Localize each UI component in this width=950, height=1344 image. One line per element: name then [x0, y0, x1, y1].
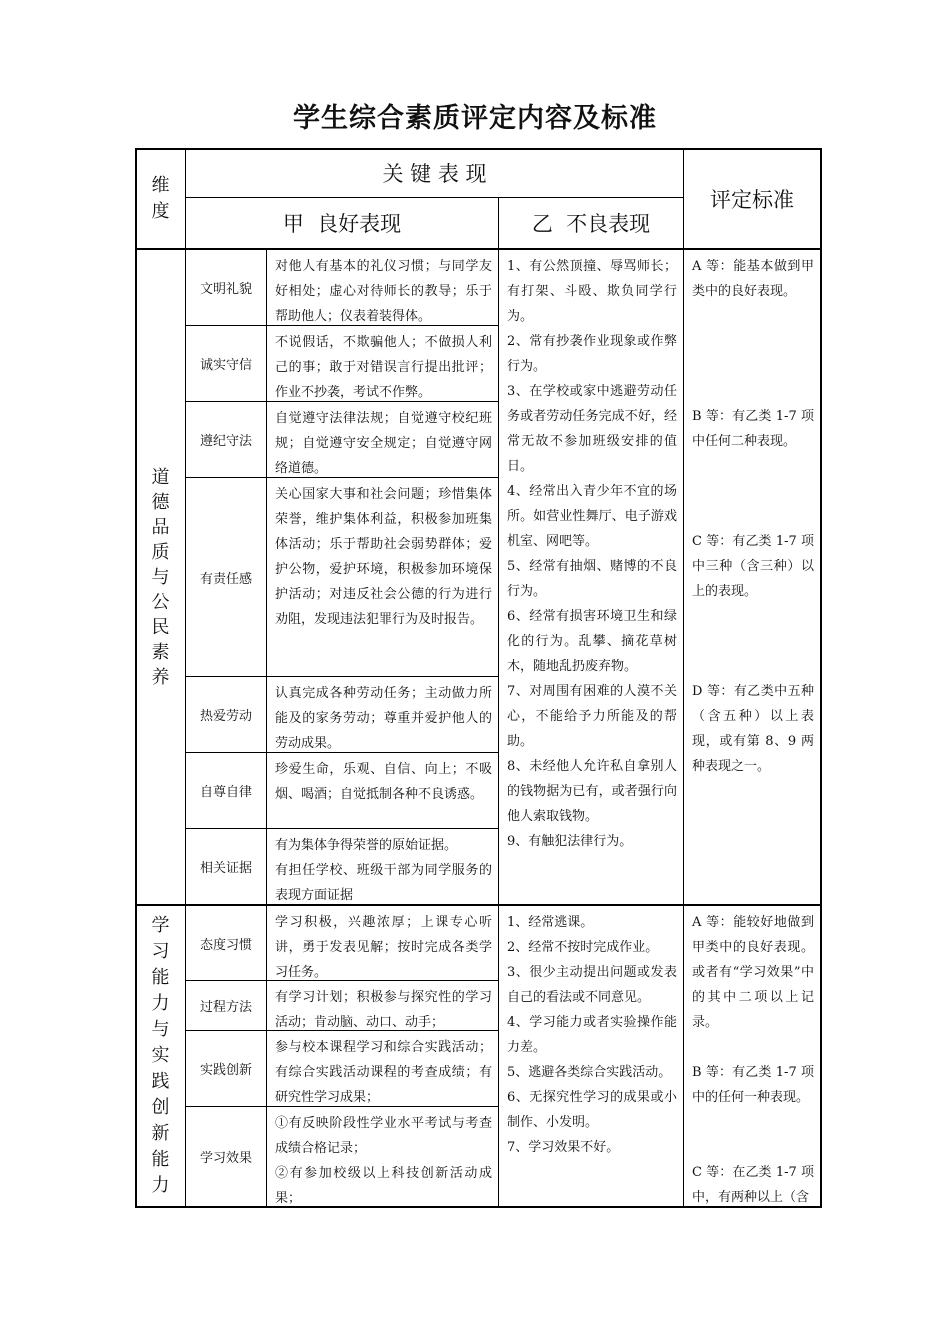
- bad-item: 3、在学校或家中逃避劳动任务或者劳动任务完成不好，经常无故不参加班级安排的值日。: [507, 384, 677, 474]
- item-text: 学习积极，兴趣浓厚；上课专心听讲，勇于发表见解；按时完成各类学习任务。: [275, 915, 492, 980]
- header-dimension: 维 度: [151, 174, 170, 222]
- item-label: 过程方法: [199, 1000, 252, 1015]
- section-learning-dimension: 学 习 能 力 与 实 践 创 新 能 力: [151, 915, 170, 1196]
- page-title: 学生综合素质评定内容及标准: [293, 103, 657, 134]
- header-standard: 评定标准: [710, 187, 794, 212]
- item-text: 珍爱生命，乐观、自信、向上；不吸烟、喝酒；自觉抵制各种不良诱惑。: [275, 762, 492, 802]
- bad-item: 4、经常出入青少年不宜的场所。如营业性舞厅、电子游戏机室、网吧等。: [507, 484, 677, 549]
- bad-item: 2、常有抄袭作业现象或作弊行为。: [507, 334, 677, 374]
- item-text: 有学习计划；积极参与探究性的学习活动；肯动脑、动口、动手；: [275, 990, 492, 1030]
- standard-item: D 等：有乙类中五种（含五种）以上表现，或有第 8、9 两种表现之一。: [692, 684, 814, 774]
- item-text: 认真完成各种劳动任务；主动做力所能及的家务劳动；尊重并爱护他人的劳动成果。: [275, 686, 492, 751]
- bad-item: 5、逃避各类综合实践活动。: [507, 1065, 672, 1080]
- item-text: 有为集体争得荣誉的原始证据。 有担任学校、班级干部为同学服务的表现方面证据: [275, 838, 492, 903]
- bad-item: 1、经常逃课。: [507, 915, 594, 930]
- standards-list: [684, 250, 820, 904]
- item-label: 诚实守信: [199, 358, 252, 373]
- standard-item: A 等：能较好地做到甲类中的良好表现。或者有“学习效果”中的其中二项以上记录。: [692, 915, 814, 1030]
- item-text: 不说假话，不欺骗他人；不做损人利己的事；敢于对错误言行提出批评；作业不抄袭，考试不作弊。: [275, 335, 492, 400]
- item-label: 有责任感: [199, 571, 252, 587]
- header-bad-performance: 乙 不良表现: [531, 212, 651, 236]
- bad-behaviors-list: [499, 906, 683, 1206]
- item-label: 文明礼貌: [199, 282, 252, 297]
- bad-item: 3、很少主动提出问题或发表自己的看法或不同意见。: [507, 965, 677, 1005]
- standard-item: C 等：有乙类 1-7 项中三种（含三种）以上的表现。: [692, 534, 814, 599]
- standard-item: B 等：有乙类 1-7 项中的任何一种表现。: [692, 1065, 814, 1105]
- item-text: 对他人有基本的礼仪习惯；与同学友好相处；虚心对待师长的教导；乐于帮助他人；仪表着装得体。: [275, 259, 492, 324]
- bad-item: 7、对周围有困难的人漠不关心，不能给予力所能及的帮助。: [507, 684, 677, 749]
- header-good-performance: 甲 良好表现: [282, 212, 402, 236]
- item-label: 态度习惯: [199, 937, 252, 953]
- standard-item: C 等：在乙类 1-7 项中，有两种以上（含: [692, 1165, 814, 1205]
- bad-item: 6、无探究性学习的成果或小制作、小发明。: [507, 1090, 677, 1130]
- bad-item: 5、经常有抽烟、赌博的不良行为。: [507, 559, 677, 599]
- item-text: 参与校本课程学习和综合实践活动；有综合实践活动课程的考查成绩；有研究性学习成果；: [275, 1040, 492, 1105]
- bad-item: 2、经常不按时完成作业。: [507, 940, 659, 955]
- standards-list: [684, 906, 820, 1206]
- item-label: 自尊自律: [199, 785, 252, 800]
- item-label: 学习效果: [199, 1151, 252, 1166]
- item-label: 遵纪守法: [199, 434, 252, 449]
- bad-item: 4、学习能力或者实验操作能力差。: [507, 1015, 677, 1055]
- item-label: 相关证据: [199, 861, 252, 876]
- bad-behaviors-list: [499, 250, 683, 904]
- bad-item: 7、学习效果不好。: [507, 1140, 620, 1155]
- standard-item: B 等：有乙类 1-7 项中任何二种表现。: [692, 409, 814, 449]
- standard-item: A 等：能基本做到甲类中的良好表现。: [692, 259, 814, 299]
- section-moral-dimension: 道 德 品 质 与 公 民 素 养: [151, 466, 170, 688]
- bad-item: 9、有触犯法律行为。: [507, 834, 633, 849]
- item-text: 关心国家大事和社会问题；珍惜集体荣誉，维护集体利益，积极参加班集体活动；乐于帮助社会弱势群体；爱护公物，爱护环境，积极参加环境保护活动；对违反社会公德的行为进行劝阻，发现违法犯罪行为及时报告。: [275, 487, 492, 627]
- item-text: 自觉遵守法律法规；自觉遵守校纪班规；自觉遵守安全规定；自觉遵守网络道德。: [275, 411, 492, 476]
- bad-item: 8、未经他人允许私自拿别人的钱物据为已有，或者强行向他人索取钱物。: [507, 759, 677, 824]
- bad-item: 1、有公然顶撞、辱骂师长；有打架、斗殴、欺负同学行为。: [507, 259, 677, 324]
- item-label: 热爱劳动: [199, 709, 252, 724]
- header-key-performance: 关 键 表 现: [382, 162, 487, 186]
- item-text: ①有反映阶段性学业水平考试与考查成绩合格记录； ②有参加校级以上科技创新活动成果；: [275, 1116, 492, 1206]
- bad-item: 6、经常有损害环境卫生和绿化的行为。乱攀、摘花草树木，随地乱扔废弃物。: [507, 609, 677, 674]
- item-label: 实践创新: [199, 1063, 252, 1078]
